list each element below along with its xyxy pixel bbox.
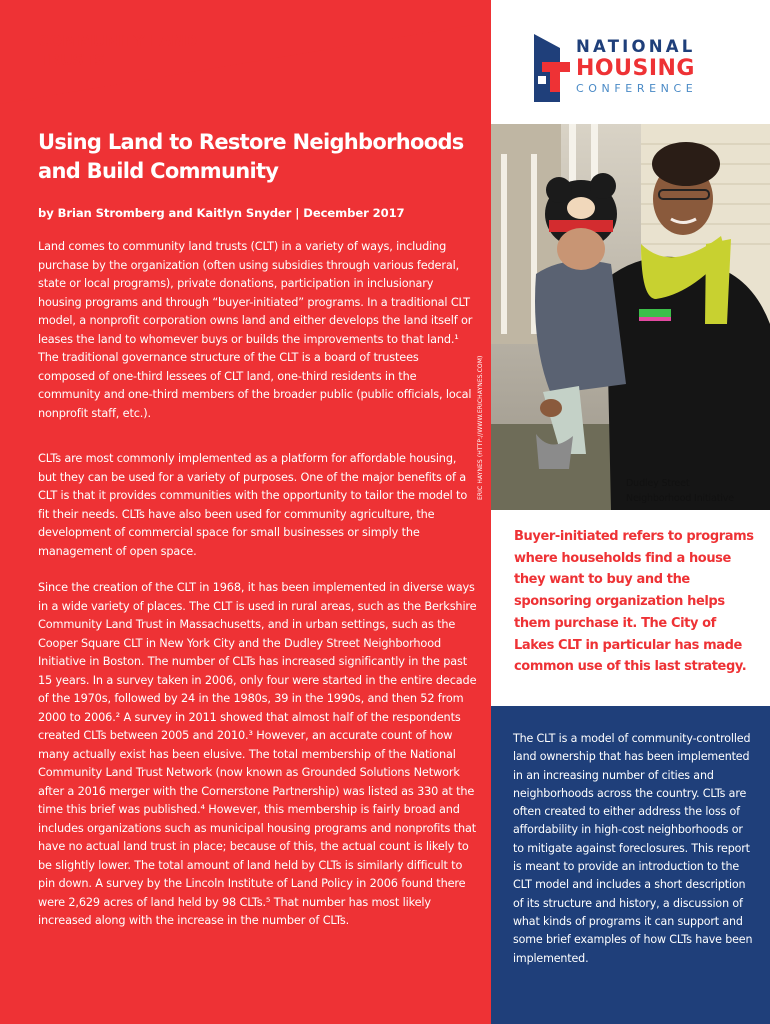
logo-word-housing: HOUSING [576,56,695,81]
body-paragraph-2: CLTs are most commonly implemented as a platform for affordable housing, but they can be used for a variety of purposes. One of the major benefits of a CLT is that it provides communities with the opportunity to tailor the model to fit their needs. CLTs have also been used for community agriculture, the development of commercial space for small businesses or simply the management of open space. [38,452,468,558]
photo-illustration [491,124,770,510]
section-label: COMMUNITY LAND TRUSTS [38,32,197,69]
nhc-logo [534,34,724,106]
photo-mother-and-child [491,124,770,510]
photo-caption [626,476,734,506]
body-paragraph-1: Land comes to community land trusts (CLT) in a variety of ways, including purchase by the organization (often using subsidies through various federal, state or local programs), private donations, participation in inclusionary housing programs and through “buyer-initiated” programs. In a traditional CLT model, a nonprofit corporation owns land and either develops the land itself or leases the land to whomever buys or builds the improvements to that land.¹ The traditional governance structure of the CLT is a board of trustees composed of one-third lessees of CLT land, one-third residents in the community and one-third members of the broader public (public officials, local nonprofit staff, etc.). [38,240,473,420]
byline: by Brian Stromberg and Kaitlyn Snyder | December 2017 [38,206,405,220]
callout-text: Buyer-initiated refers to programs where households find a house they want to buy and the sponsoring organization helps them purchase it. The City of Lakes CLT in particular has made common use of this last strategy. [514,529,754,675]
photo-caption-line-2: Neighborhood Initiative [626,493,734,504]
body-paragraph-3: Since the creation of the CLT in 1968, it has been implemented in diverse ways in a wide variety of places. The CLT is used in rural areas, such as the Berkshire Community Land Trust in Massachusetts, and in urban settings, such as the Cooper Square CLT in New York City and the Dudley Street Neighborhood Initiative in Boston. The number of CLTs has increased significantly in the past 15 years. In a survey taken in 2006, only four were started in the entire decade of the 1970s, followed by 24 in the 1980s, 39 in the 1990s, and then 52 from 2000 to 2006.² A survey in 2011 showed that almost half of the respondents created CLTs between 2005 and 2010.³ However, an accurate count of how many actually exist has been elusive. The total membership of the National Community Land Trust Network (now known as Grounded Solutions Network after a 2016 merger with the Cornerstone Partnership) was listed as 330 at the time this brief was published.⁴ However, this membership is fairly broad and includes organizations such as municipal housing programs and nonprofits that have no actual land trust in place; because of this, the actual count is likely to be slightly lower. The total amount of land held by CLTs is similarly difficult to pin down. A survey by the Lincoln Institute of Land Policy in 2006 found there were 2,629 acres of land held by 98 CLTs.⁵ That number has most likely increased along with the increase in the number of CLTs. [38,581,477,927]
logo-word-conference: CONFERENCE [576,82,698,95]
sidebar-text: The CLT is a model of community-controlled land ownership that has been implemented in an increasing number of cities and neighborhoods across the country. CLTs are often created to either address the loss of affordability in high-cost neighborhoods or to mitigate against foreclosures. This report is meant to provide an introduction to the CLT model and includes a short description of its structure and history, a discussion of what kinds of programs it can support and some brief examples of how CLTs have been implemented. [513,732,753,965]
photo-credit: ERIC HAYNES (HTTP://WWW.ERICHAYNES.COM) [477,355,484,500]
logo-mark-icon [534,34,570,102]
logo-word-national: NATIONAL [576,37,696,56]
article-title: Using Land to Restore Neighborhoods and Build Community [38,130,464,183]
photo-caption-line-1: Dudley Street [626,478,690,489]
